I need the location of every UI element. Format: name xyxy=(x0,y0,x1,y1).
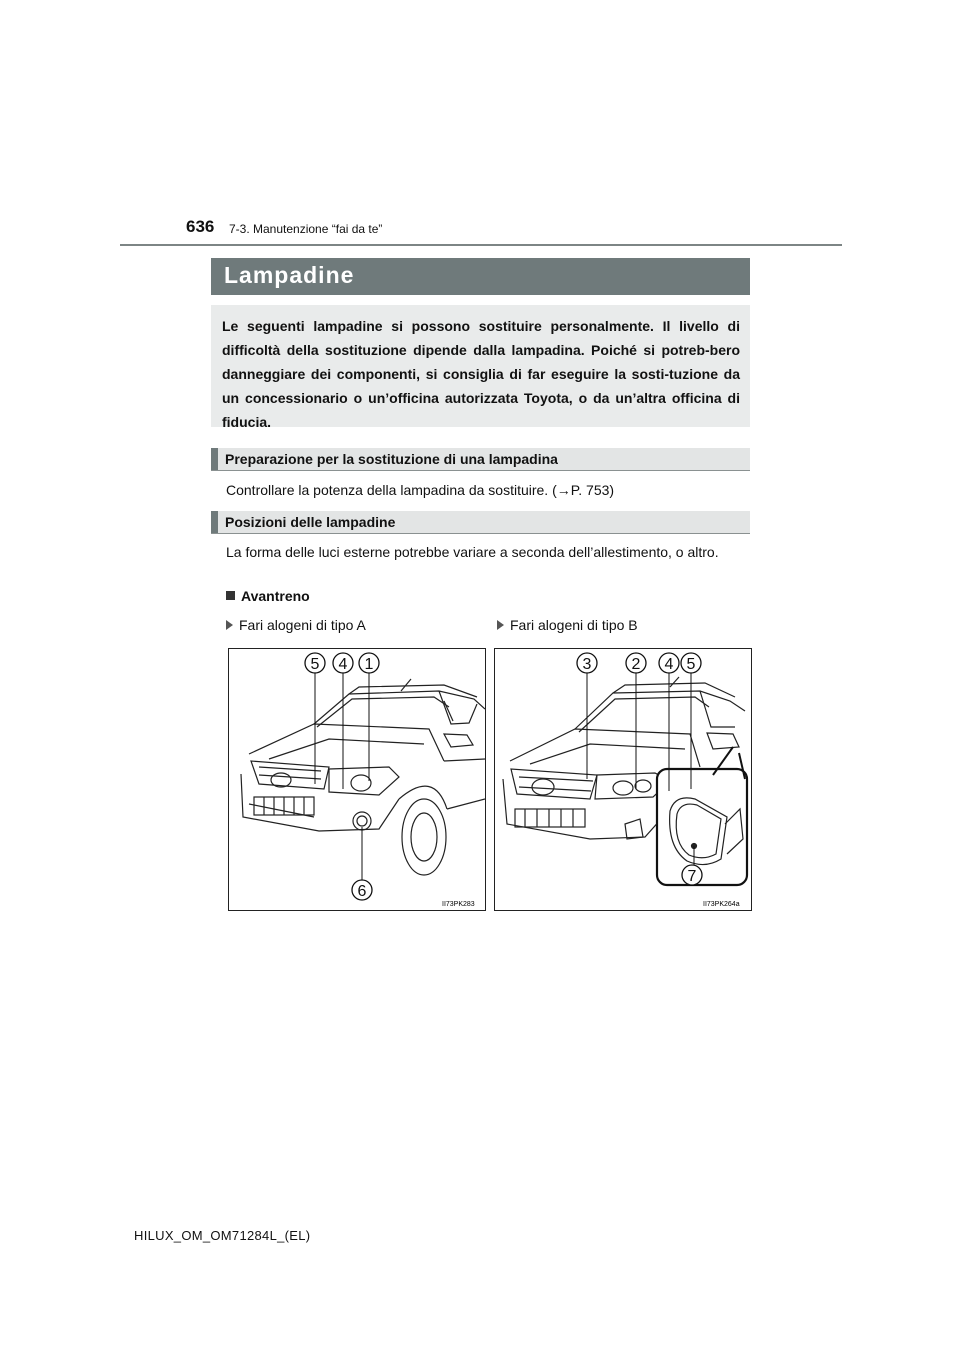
callout-6: 6 xyxy=(357,883,367,900)
figure-a-label-text: Fari alogeni di tipo A xyxy=(239,617,366,633)
figure-a xyxy=(228,648,486,911)
prep-text: Controllare la potenza della lampadina da sostituire. (→P. 753) xyxy=(226,482,615,498)
prep-heading: Preparazione per la sostituzione di una lampadina xyxy=(225,451,558,467)
callout-4: 4 xyxy=(338,656,348,673)
figure-b-code: II73PK264a xyxy=(703,901,740,908)
header-rule xyxy=(120,244,842,246)
avantreno-label: Avantreno xyxy=(241,588,310,604)
callout-4: 4 xyxy=(664,656,674,673)
page-number: 636 xyxy=(186,217,215,236)
callout-3: 3 xyxy=(582,656,592,673)
positions-text: La forma delle luci esterne potrebbe variare a seconda dell’allestimento, o altro. xyxy=(226,544,719,560)
figure-a-code: II73PK283 xyxy=(442,901,475,908)
triangle-bullet-icon xyxy=(226,620,233,630)
callout-5: 5 xyxy=(310,656,320,673)
positions-heading-bar xyxy=(211,511,750,534)
truck-illustration-b xyxy=(495,649,751,910)
section-label: 7-3. Manutenzione “fai da te” xyxy=(229,222,383,236)
callout-5: 5 xyxy=(686,656,696,673)
callout-1: 1 xyxy=(364,656,374,673)
truck-illustration-a xyxy=(229,649,485,910)
intro-text: Le seguenti lampadine si possono sostituire personalmente. Il livello di difficoltà della sostituzione dipende dalla lampadina. Poiché si potreb-bero danneggiare dei componenti, si consiglia di far eseguire la sosti-tuzione da un concessionario o un’officina autorizzata Toyota, o da un’altra officina di fiducia. xyxy=(222,318,740,430)
page-title: Lampadine xyxy=(224,262,355,288)
callout-7: 7 xyxy=(687,868,697,885)
heading-accent xyxy=(211,511,218,533)
triangle-bullet-icon xyxy=(497,620,504,630)
callout-2: 2 xyxy=(631,656,641,673)
avantreno-heading xyxy=(226,588,310,604)
positions-heading: Posizioni delle lampadine xyxy=(225,514,396,530)
figure-b-label-text: Fari alogeni di tipo B xyxy=(510,617,638,633)
figure-a-label xyxy=(226,617,366,633)
heading-accent xyxy=(211,448,218,470)
prep-heading-bar xyxy=(211,448,750,471)
document-footer: HILUX_OM_OM71284L_(EL) xyxy=(134,1228,311,1243)
square-bullet-icon xyxy=(226,591,235,600)
figure-b-label xyxy=(497,617,638,633)
figure-b xyxy=(494,648,752,911)
